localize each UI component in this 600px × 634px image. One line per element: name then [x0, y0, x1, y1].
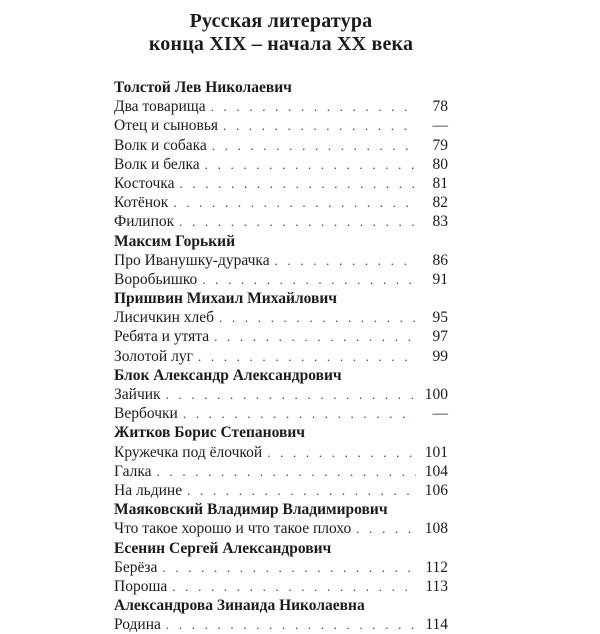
author-name: Есенин Сергей Александрович	[114, 539, 332, 557]
heading-line-1: Русская литература	[189, 10, 373, 32]
entry-title: Котёнок	[114, 194, 169, 212]
page-number: 100	[424, 386, 448, 403]
dot-leader	[219, 308, 416, 327]
entry-title: Два товарища	[114, 98, 206, 116]
entry-title: Отец и сыновья	[114, 117, 219, 135]
entry-title: Что такое хорошо и что такое плохо	[114, 520, 352, 538]
page-number: 104	[424, 462, 448, 480]
author-name: Житков Борис Степанович	[114, 424, 306, 442]
toc-entry	[114, 97, 448, 116]
toc-entry	[114, 385, 448, 404]
dot-leader	[211, 97, 416, 116]
page-number: 97	[432, 328, 448, 346]
toc-entry	[114, 615, 448, 634]
page-number: 83	[432, 213, 448, 231]
dot-leader	[157, 462, 416, 481]
page-number: 114	[425, 616, 448, 634]
toc-entry	[114, 347, 448, 366]
toc-entry	[114, 116, 448, 135]
dot-leader	[173, 193, 416, 212]
author-name: Максим Горький	[114, 232, 236, 250]
toc-entry	[114, 404, 448, 423]
page-number: 91	[432, 270, 448, 288]
dot-leader	[205, 155, 416, 174]
entry-title: Косточка	[114, 174, 175, 192]
toc-entry	[114, 481, 448, 500]
dot-leader	[166, 615, 416, 634]
dot-leader	[179, 212, 416, 231]
entry-title: Воробьишко	[114, 270, 198, 288]
entry-title: Зайчик	[114, 386, 161, 403]
page-number: 101	[424, 443, 448, 461]
page-number: —	[432, 117, 448, 135]
dot-leader	[223, 116, 416, 135]
dot-leader	[183, 404, 416, 423]
author-name: Маяковский Владимир Владимирович	[114, 501, 388, 519]
entry-title: Волк и собака	[114, 136, 207, 154]
page-number: 80	[432, 155, 448, 173]
toc-entry	[114, 136, 448, 155]
author-name: Пришвин Михаил Михайлович	[114, 290, 338, 308]
toc-entry	[114, 155, 448, 174]
entry-title: Волк и белка	[114, 155, 200, 173]
toc-entry	[114, 251, 448, 270]
toc-entry	[114, 519, 448, 538]
toc-entry	[114, 558, 448, 577]
dot-leader	[212, 136, 416, 155]
page-number: 86	[432, 251, 448, 269]
heading-line-2: конца XIX – начала XX века	[148, 33, 414, 55]
dot-leader	[198, 347, 416, 366]
toc-entry	[114, 174, 448, 193]
toc-entry	[114, 270, 448, 289]
entry-title: Кружечка под ёлочкой	[114, 443, 263, 461]
toc-entry	[114, 193, 448, 212]
table-of-contents	[114, 78, 448, 634]
entry-title: Галка	[114, 462, 152, 480]
dot-leader	[162, 558, 416, 577]
section-heading	[114, 10, 448, 56]
toc-page	[114, 10, 448, 634]
entry-title: Берёза	[114, 558, 158, 576]
page-number: 108	[424, 520, 448, 538]
toc-entry	[114, 462, 448, 481]
toc-entry	[114, 443, 448, 462]
entry-title: Родина	[114, 616, 161, 634]
page-number: 79	[432, 136, 448, 154]
entry-title: Про Иванушку-дурачка	[114, 251, 270, 269]
dot-leader	[356, 519, 416, 538]
toc-entry	[114, 212, 448, 231]
dot-leader	[179, 174, 416, 193]
page-number: 95	[432, 309, 448, 327]
dot-leader	[275, 251, 416, 270]
page-number: 82	[432, 194, 448, 212]
dot-leader	[267, 443, 416, 462]
page-number: —	[432, 405, 448, 423]
author-name: Толстой Лев Николаевич	[114, 79, 292, 96]
entry-title: Филипок	[114, 213, 175, 231]
page-number: 113	[425, 577, 448, 595]
page-number: 81	[432, 174, 448, 192]
dot-leader	[187, 481, 416, 500]
author-name: Александрова Зинаида Николаевна	[114, 597, 365, 615]
page-number: 78	[432, 98, 448, 116]
dot-leader	[166, 385, 416, 404]
entry-title: Золотой луг	[114, 347, 193, 365]
entry-title: Пороша	[114, 577, 168, 595]
page-number: 106	[424, 481, 448, 499]
toc-entry	[114, 327, 448, 346]
dot-leader	[172, 577, 416, 596]
entry-title: Лисичкин хлеб	[114, 309, 215, 327]
entry-title: На льдине	[114, 481, 183, 499]
dot-leader	[202, 270, 416, 289]
page-number: 99	[432, 347, 448, 365]
entry-title: Ребята и утята	[114, 328, 210, 346]
page-number: 112	[425, 558, 448, 576]
toc-entry	[114, 308, 448, 327]
entry-title: Вербочки	[114, 405, 178, 423]
dot-leader	[214, 327, 416, 346]
toc-entry	[114, 577, 448, 596]
author-name: Блок Александр Александрович	[114, 366, 342, 384]
